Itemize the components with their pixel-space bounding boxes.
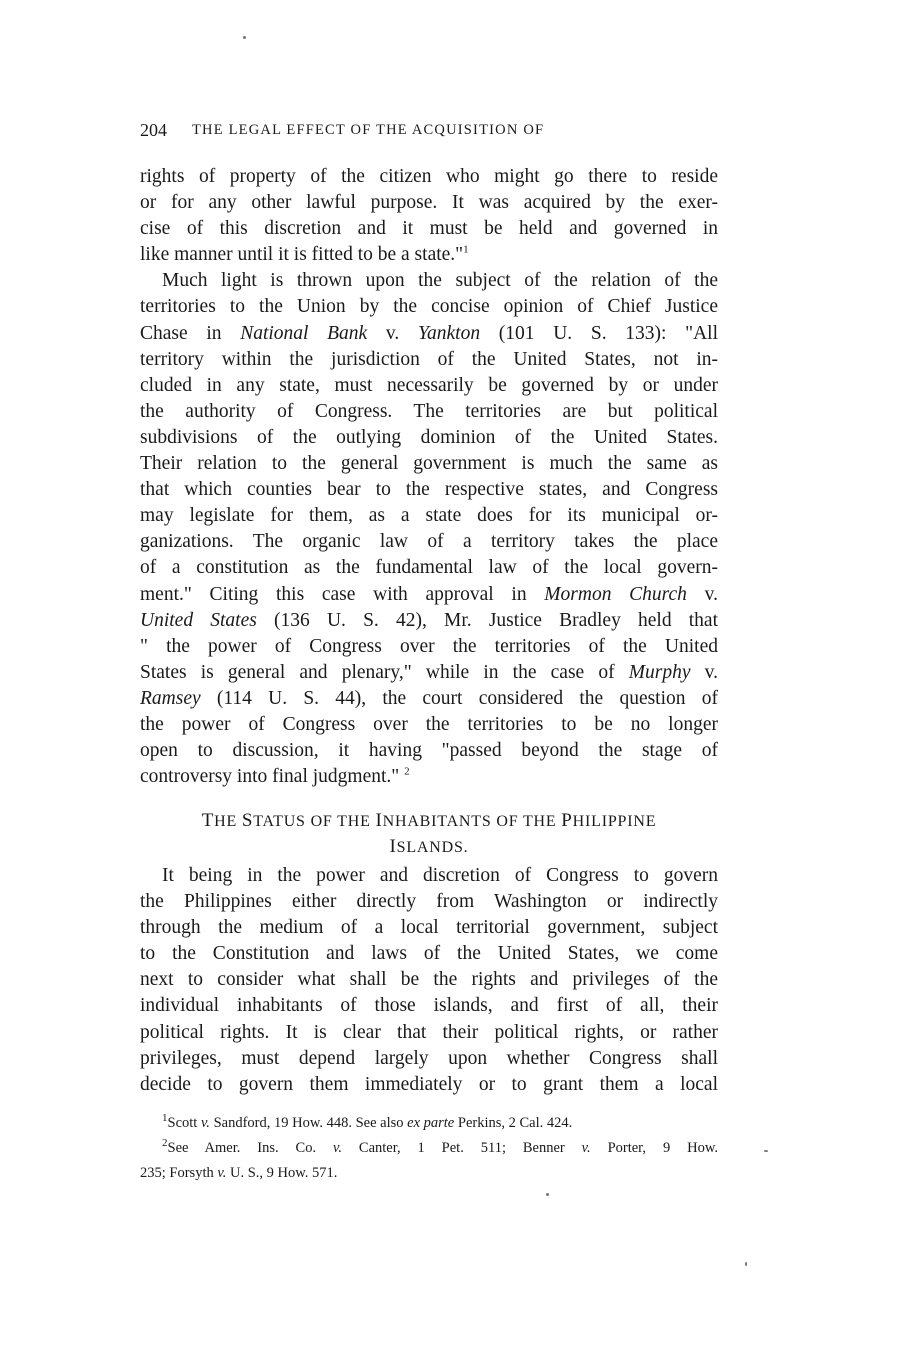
text-span: Scott (167, 1115, 201, 1131)
text-span: v. (333, 1140, 342, 1156)
footnote-marker: 1 (162, 1112, 168, 1125)
text-line: may legislate for them, as a state does for its municipal or- (140, 505, 718, 527)
text-line: privileges, must depend largely upon whether Congress shall (140, 1047, 718, 1069)
case-name: Ramsey (140, 687, 201, 709)
case-name: Murphy (628, 661, 691, 683)
heading-word: SLANDS. (396, 839, 469, 856)
text-span: (101 U. S. 133): "All (480, 322, 718, 344)
text-line (140, 660, 718, 686)
text-line: cise of this discretion and it must be held and governed in (140, 218, 718, 240)
footnote-reference: 2 (404, 765, 410, 778)
footnotes (140, 1111, 718, 1186)
case-name: United States (140, 609, 257, 631)
text-span: Perkins, 2 Cal. 424. (454, 1115, 573, 1131)
text-span: v. (200, 1115, 210, 1131)
text-span: v. (686, 583, 718, 605)
text-line: the authority of Congress. The territories are but political (140, 400, 718, 422)
text-span: ment." Citing this case with approval in (140, 583, 545, 605)
text-span: ex parte (407, 1115, 455, 1131)
body-text-top (140, 164, 718, 790)
text-line: subdivisions of the outlying dominion of the United States. (140, 426, 718, 448)
text-line: Much light is thrown upon the subject of the relation of the (162, 270, 718, 292)
heading-word: HILIPPINE (572, 813, 657, 830)
heading-line (140, 808, 718, 834)
text-span: Porter, 9 How. (590, 1140, 718, 1156)
case-name: Yankton (417, 322, 481, 344)
case-name: National Bank (240, 322, 368, 344)
heading-word: THE (522, 813, 557, 830)
text-line (140, 321, 718, 347)
heading-word: NHABITANTS (382, 813, 492, 830)
text-line: to the Constitution and laws of the United States, we come (140, 943, 718, 965)
case-name: Mormon Church (544, 583, 687, 605)
footnote-marker: 2 (162, 1137, 168, 1150)
scan-speck (546, 1193, 549, 1196)
text-line (140, 608, 718, 634)
text-line: of a constitution as the fundamental law of the local govern- (140, 557, 718, 579)
text-line: " the power of Congress over the territories of the United (140, 635, 718, 657)
text-span: Canter, 1 Pet. 511; Benner (342, 1140, 582, 1156)
footnote-2-continued (140, 1161, 718, 1186)
heading-line (140, 834, 718, 860)
text-span: States is general and plenary," while in the case of (140, 661, 629, 683)
heading-initial: I (389, 836, 397, 857)
text-line: that which counties bear to the respective states, and Congress (140, 479, 718, 501)
text-line: or for any other lawful purpose. It was acquired by the exer- (140, 192, 718, 214)
text-line: the power of Congress over the territories to be no longer (140, 713, 718, 735)
text-line (140, 764, 718, 790)
text-line (140, 242, 718, 268)
heading-word: OF (496, 813, 519, 830)
scan-speck (745, 1262, 747, 1266)
text-span: U. S., 9 How. 571. (226, 1165, 338, 1181)
text-span: v. (690, 661, 718, 683)
body-text-bottom (140, 863, 718, 1098)
heading-initial: P (561, 810, 573, 831)
text-line: open to discussion, it having "passed beyond the stage of (140, 740, 718, 762)
text-line: the Philippines either directly from Washington or indirectly (140, 891, 718, 913)
text-line: political rights. It is clear that their political rights, or rather (140, 1021, 718, 1043)
text-line: territory within the jurisdiction of the United States, not in- (140, 348, 718, 370)
text-line: decide to govern them immediately or to grant them a local (140, 1073, 718, 1095)
text-line: rights of property of the citizen who might go there to reside (140, 166, 718, 187)
text-line: through the medium of a local territorial government, subject (140, 917, 718, 939)
section-heading (140, 808, 718, 860)
text-line (140, 686, 718, 712)
heading-initial: S (241, 810, 254, 831)
heading-word: HE (214, 813, 238, 830)
text-span: controversy into final judgment." (140, 766, 400, 788)
text-span: 235; Forsyth (140, 1165, 218, 1181)
heading-word: OF (310, 813, 333, 830)
text-line: ganizations. The organic law of a territory takes the place (140, 531, 718, 553)
text-line: individual inhabitants of those islands, and first of all, their (140, 995, 718, 1017)
heading-initial: I (375, 810, 383, 831)
scan-speck (243, 36, 246, 39)
text-span: (114 U. S. 44), the court considered the question of (200, 687, 718, 709)
text-line: territories to the Union by the concise opinion of Chief Justice (140, 296, 718, 318)
text-line (140, 582, 718, 608)
text-line: cluded in any state, must necessarily be governed by or under (140, 374, 718, 396)
footnote-1 (140, 1111, 718, 1136)
text-span: (136 U. S. 42), Mr. Justice Bradley held that (256, 609, 718, 631)
scan-speck (764, 1150, 768, 1152)
heading-word: THE (337, 813, 371, 830)
text-span: Sandford, 19 How. 448. See also (209, 1115, 408, 1131)
text-span: Chase in (140, 322, 241, 344)
page-number: 204 (140, 120, 167, 140)
text-line: It being in the power and discretion of Congress to govern (162, 865, 718, 886)
heading-word: TATUS (253, 813, 306, 830)
running-head: THE LEGAL EFFECT OF THE ACQUISITION OF (192, 122, 545, 138)
text-line: Their relation to the general government is much the same as (140, 453, 718, 475)
text-line: next to consider what shall be the rights and privileges of the (140, 969, 718, 991)
text-span: like manner until it is fitted to be a state." (140, 244, 464, 266)
page-header (140, 120, 720, 144)
text-span: v. (367, 322, 418, 344)
text-span: v. (217, 1165, 227, 1181)
heading-initial: T (201, 810, 215, 831)
footnote-reference: 1 (463, 243, 469, 256)
text-span: v. (581, 1140, 591, 1156)
footnote-2 (140, 1136, 718, 1161)
text-span: See Amer. Ins. Co. (167, 1140, 333, 1156)
